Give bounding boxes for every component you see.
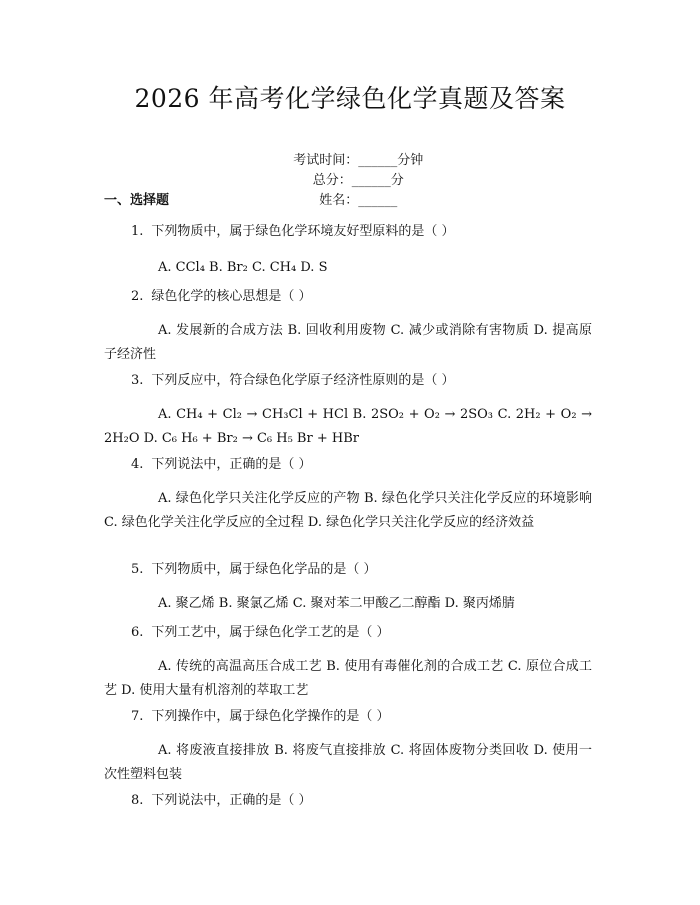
question-1-options: A. CCl₄ B. Br₂ C. CH₄ D. S: [158, 260, 328, 275]
question-6-options: A. 传统的高温高压合成工艺 B. 使用有毒催化剂的合成工艺 C. 原位合成工艺 D. 使用大量有机溶剂的萃取工艺: [104, 659, 592, 698]
question-7: [131, 707, 390, 727]
question-1: [131, 222, 455, 242]
exam-meta: [0, 131, 700, 231]
question-3-options: A. CH₄ + Cl₂ → CH₃Cl + HCl B. 2SO₂ + O₂ → 2SO₃ C. 2H₂ + O₂ → 2H₂O D. C₆ H₆ + Br₂ → C₆ H₅ Br + HBr: [104, 407, 592, 446]
question-stem: 下列物质中，属于绿色化学品的是（ ）: [151, 562, 377, 577]
question-3: [131, 371, 455, 391]
total-score-field: 总分：______分: [312, 173, 404, 188]
question-number: 8.: [131, 793, 144, 808]
question-2: [131, 287, 312, 307]
question-stem: 下列操作中，属于绿色化学操作的是（ ）: [151, 709, 390, 724]
question-5-options: A. 聚乙烯 B. 聚氯乙烯 C. 聚对苯二甲酸乙二醇酯 D. 聚丙烯腈: [158, 596, 515, 611]
question-6: [131, 623, 390, 643]
document-title: 2026 年高考化学绿色化学真题及答案: [134, 84, 566, 113]
question-4: [131, 455, 312, 475]
exam-time-field: 考试时间：______分钟: [293, 153, 424, 168]
question-8: [131, 791, 312, 811]
question-number: 5.: [131, 562, 144, 577]
question-stem: 下列说法中，正确的是（ ）: [151, 457, 312, 472]
section-heading: 一、选择题: [104, 193, 170, 208]
student-name-field: 姓名：______: [319, 193, 398, 208]
question-number: 2.: [131, 289, 144, 304]
question-stem: 下列说法中，正确的是（ ）: [151, 793, 312, 808]
question-5: [131, 560, 377, 580]
question-4-options: A. 绿色化学只关注化学反应的产物 B. 绿色化学只关注化学反应的环境影响 C. 绿色化学关注化学反应的全过程 D. 绿色化学只关注化学反应的经济效益: [104, 491, 592, 530]
question-stem: 绿色化学的核心思想是（ ）: [151, 289, 312, 304]
question-stem: 下列工艺中，属于绿色化学工艺的是（ ）: [151, 625, 390, 640]
question-7-options: A. 将废液直接排放 B. 将废气直接排放 C. 将固体废物分类回收 D. 使用一次性塑料包装: [104, 743, 592, 782]
question-number: 1.: [131, 224, 144, 239]
question-number: 4.: [131, 457, 144, 472]
question-stem: 下列反应中，符合绿色化学原子经济性原则的是（ ）: [151, 373, 455, 388]
question-number: 6.: [131, 625, 144, 640]
question-stem: 下列物质中，属于绿色化学环境友好型原料的是（ ）: [151, 224, 455, 239]
question-number: 3.: [131, 373, 144, 388]
question-number: 7.: [131, 709, 144, 724]
question-2-options: A. 发展新的合成方法 B. 回收利用废物 C. 减少或消除有害物质 D. 提高原子经济性: [104, 323, 592, 362]
